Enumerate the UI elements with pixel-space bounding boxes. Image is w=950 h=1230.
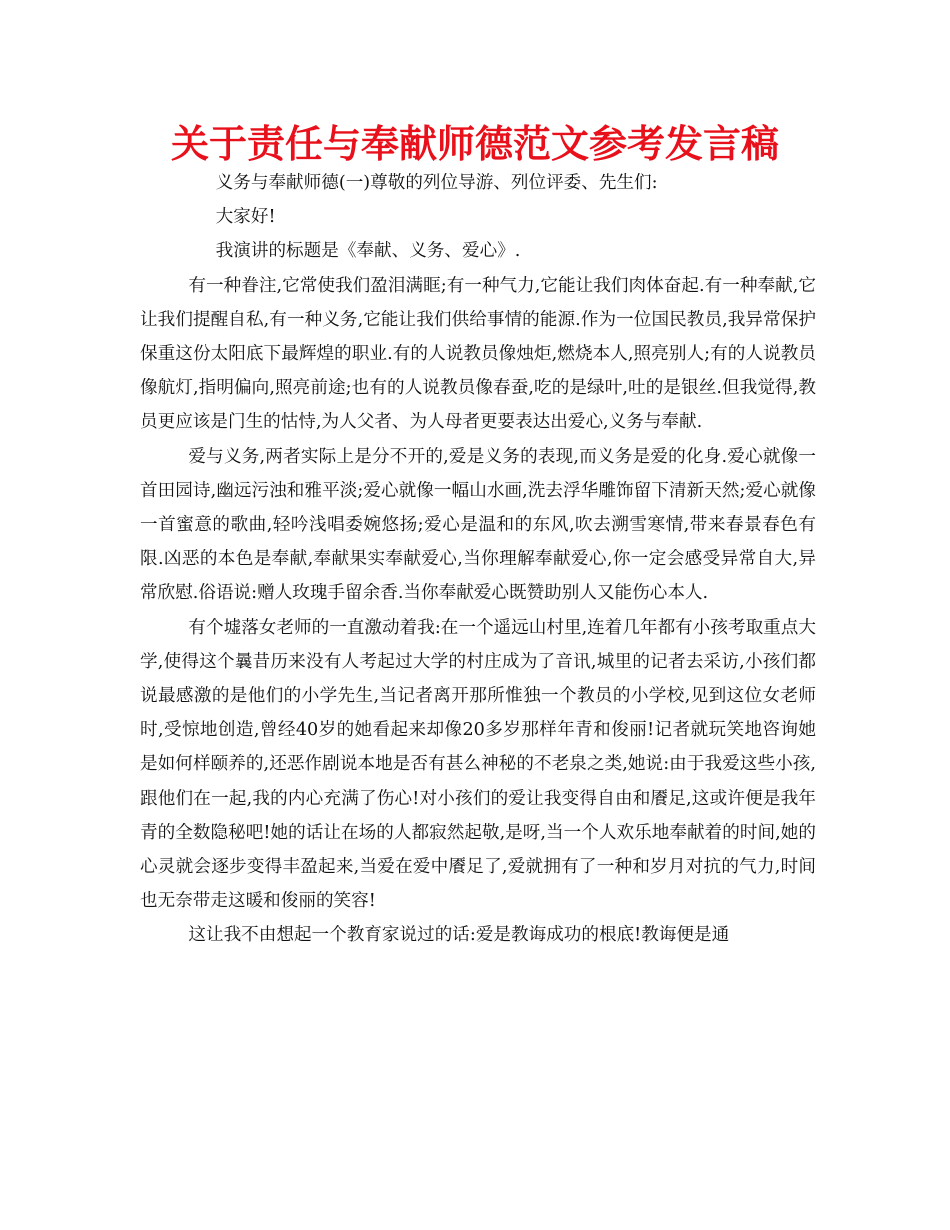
body-paragraph: 爱与义务,两者实际上是分不开的,爱是义务的表现,而义务是爱的化身.爱心就像一首田园诗,幽远污浊和雅平淡;爱心就像一幅山水画,洗去浮华雕饰留下清新天然;爱心就像一首蜜意的歌曲,轻吟浅唱委婉悠扬;爱心是温和的东风,吹去溯雪寒情,带来春景春色有限.凶恶的本色是奉献,奉献果实奉献爱心,当你理解奉献爱心,你一定会感受异常自大,异常欣慰.俗语说:赠人玫瑰手留余香.当你奉献爱心既赞助别人又能伤心本人. — [140, 446, 816, 604]
body-paragraph: 有个墟落女老师的一直激动着我:在一个遥远山村里,连着几年都有小孩考取重点大学,使得这个曩昔历来没有人考起过大学的村庄成为了音讯,城里的记者去采访,小孩们都说最感激的是他们的小学先生,当记者离开那所惟独一个教员的小学校,见到这位女老师时,受惊地创造,曾经40岁的她看起来却像20多岁那样年青和俊丽!记者就玩笑地咨询她是如何样颐养的,还恶作剧说本地是否有甚么神秘的不老泉之类,她说:由于我爱这些小孩,跟他们在一起,我的内心充满了伤心!对小孩们的爱让我变得自由和餍足,这或许便是我年青的全数隐秘吧!她的话让在场的人都寂然起敬,是呀,当一个人欢乐地奉献着的时间,她的心灵就会逐步变得丰盈起来,当爱在爱中餍足了,爱就拥有了一种和岁月对抗的气力,时间也无奈带走这暖和俊丽的笑容! — [140, 617, 816, 912]
document-title: 关于责任与奉献师德范文参考发言稿 — [170, 122, 779, 166]
document-body — [140, 166, 816, 953]
body-paragraph: 这让我不由想起一个教育家说过的话:爱是教诲成功的根底!教诲便是通 — [188, 925, 730, 946]
speech-topic-line: 我演讲的标题是《奉献、义务、爱心》. — [215, 241, 521, 262]
greeting-line: 大家好! — [215, 207, 276, 228]
opening-line: 义务与奉献师德(一)尊敬的列位导游、列位评委、先生们: — [215, 173, 658, 193]
body-paragraph: 有一种眷注,它常使我们盈泪满眶;有一种气力,它能让我们肉体奋起.有一种奉献,它让我们提醒自私,有一种义务,它能让我们供给事情的能源.作为一位国民教员,我异常保护保重这份太阳底下最辉煌的职业.有的人说教员像烛炬,燃烧本人,照亮别人;有的人说教员像航灯,指明偏向,照亮前途;也有的人说教员像春蚕,吃的是绿叶,吐的是银丝.但我觉得,教员更应该是门生的怙恃,为人父者、为人母者更要表达出爱心,义务与奉献. — [140, 275, 816, 433]
